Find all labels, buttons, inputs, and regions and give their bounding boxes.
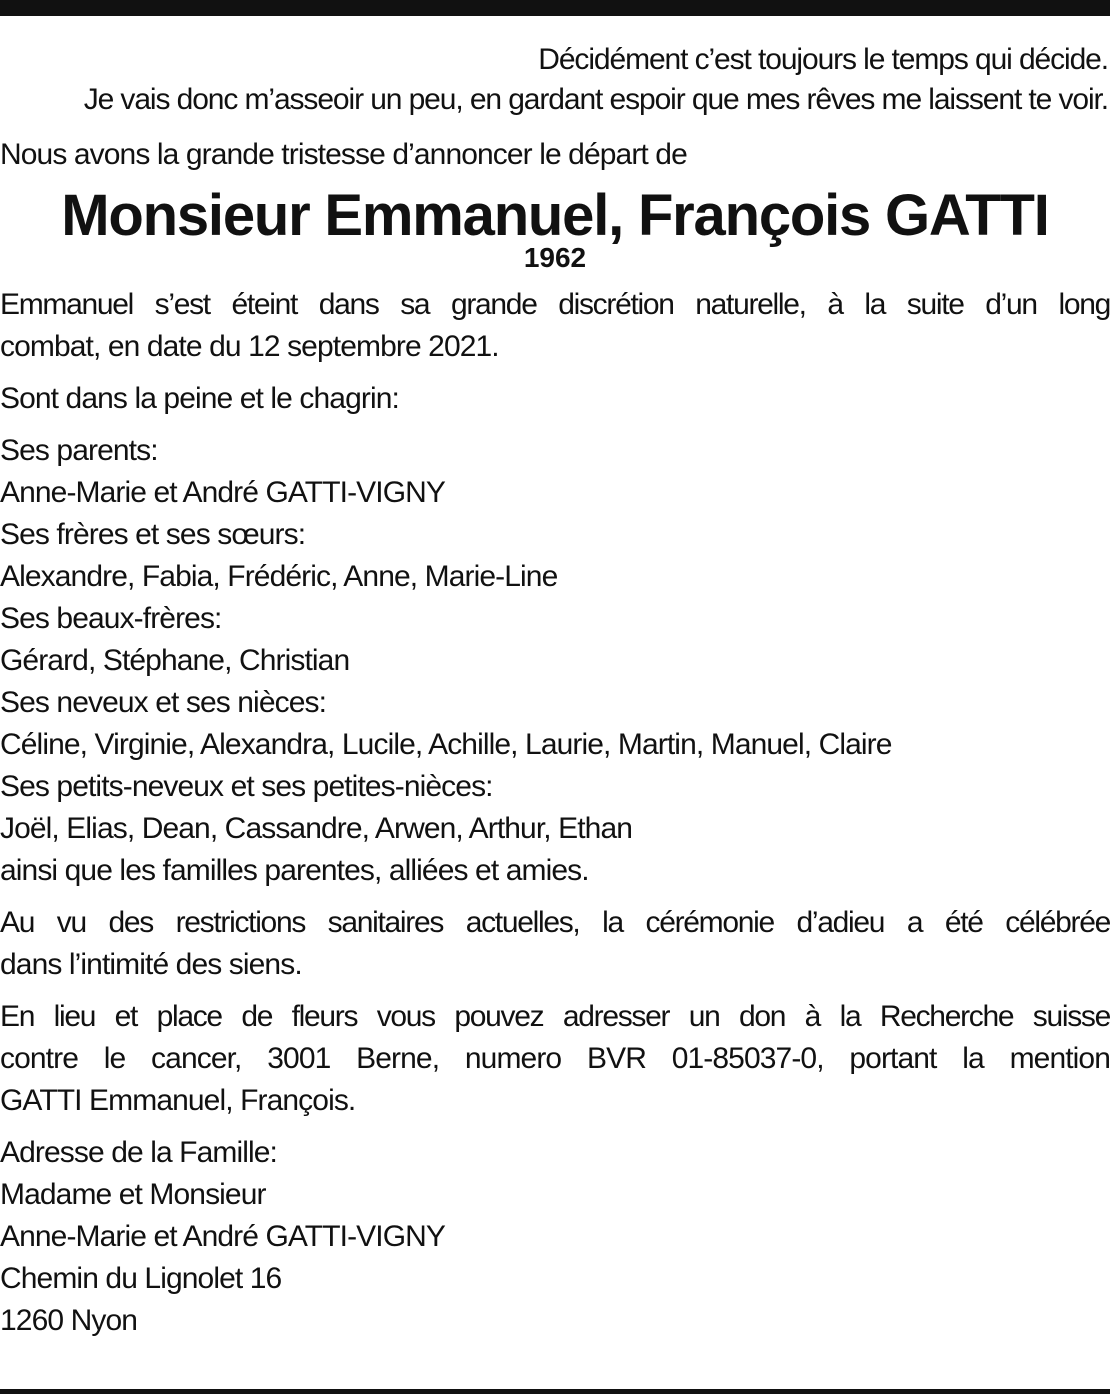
ceremony-line-1: Au vu des restrictions sanitaires actuelles, la cérémonie d’adieu a été célébrée <box>0 906 1110 939</box>
donation-line-3: GATTI Emmanuel, François. <box>0 1084 356 1117</box>
address-line-1: Madame et Monsieur <box>0 1178 266 1211</box>
quote-line-2: Je vais donc m’asseoir un peu, en gardant espoir que mes rêves me laissent te voir. <box>83 83 1108 116</box>
mourners-intro: Sont dans la peine et le chagrin: <box>0 382 399 415</box>
ceremony-line-2: dans l’intimité des siens. <box>0 948 302 981</box>
deceased-name: Monsieur Emmanuel, François GATTI <box>61 183 1049 248</box>
family-list <box>0 430 1110 892</box>
family-relation: Ses parents: <box>0 434 158 467</box>
address-line-4: 1260 Nyon <box>0 1304 138 1337</box>
bottom-rule <box>0 1389 1110 1394</box>
address-line-3: Chemin du Lignolet 16 <box>0 1262 282 1295</box>
family-names: Joël, Elias, Dean, Cassandre, Arwen, Arthur, Ethan <box>0 812 633 845</box>
obituary-notice <box>0 40 1110 1380</box>
death-notice-line-1: Emmanuel s’est éteint dans sa grande discrétion naturelle, à la suite d’un long <box>0 288 1110 321</box>
family-relation: Ses beaux-frères: <box>0 602 222 635</box>
family-names: Anne-Marie et André GATTI-VIGNY <box>0 476 446 509</box>
death-notice-paragraph <box>0 284 1110 368</box>
quote-line-1: Décidément c’est toujours le temps qui décide. <box>538 43 1108 76</box>
family-names: Gérard, Stéphane, Christian <box>0 644 350 677</box>
announcement-intro: Nous avons la grande tristesse d’annoncer le départ de <box>0 138 687 171</box>
death-notice-line-2: combat, en date du 12 septembre 2021. <box>0 330 499 363</box>
family-relation: Ses petits-neveux et ses petites-nièces: <box>0 770 493 803</box>
mourners-intro-paragraph <box>0 378 1110 420</box>
address-line-2: Anne-Marie et André GATTI-VIGNY <box>0 1220 446 1253</box>
family-names: Alexandre, Fabia, Frédéric, Anne, Marie-Line <box>0 560 558 593</box>
top-rule <box>0 0 1110 16</box>
epitaph-quote <box>0 40 1110 120</box>
family-relation: Ses neveux et ses nièces: <box>0 686 327 719</box>
birth-year: 1962 <box>523 242 587 273</box>
donation-line-2: contre le cancer, 3001 Berne, numero BVR 01-85037-0, portant la mention <box>0 1042 1110 1075</box>
donation-line-1: En lieu et place de fleurs vous pouvez adresser un don à la Recherche suisse <box>0 1000 1110 1033</box>
family-relation: Ses frères et ses sœurs: <box>0 518 306 551</box>
ceremony-paragraph <box>0 902 1110 986</box>
family-address <box>0 1132 1110 1342</box>
deceased-heading <box>0 184 1110 274</box>
family-closing: ainsi que les familles parentes, alliées et amies. <box>0 854 589 887</box>
family-names: Céline, Virginie, Alexandra, Lucile, Achille, Laurie, Martin, Manuel, Claire <box>0 728 892 761</box>
donation-paragraph <box>0 996 1110 1122</box>
address-heading: Adresse de la Famille: <box>0 1136 277 1169</box>
